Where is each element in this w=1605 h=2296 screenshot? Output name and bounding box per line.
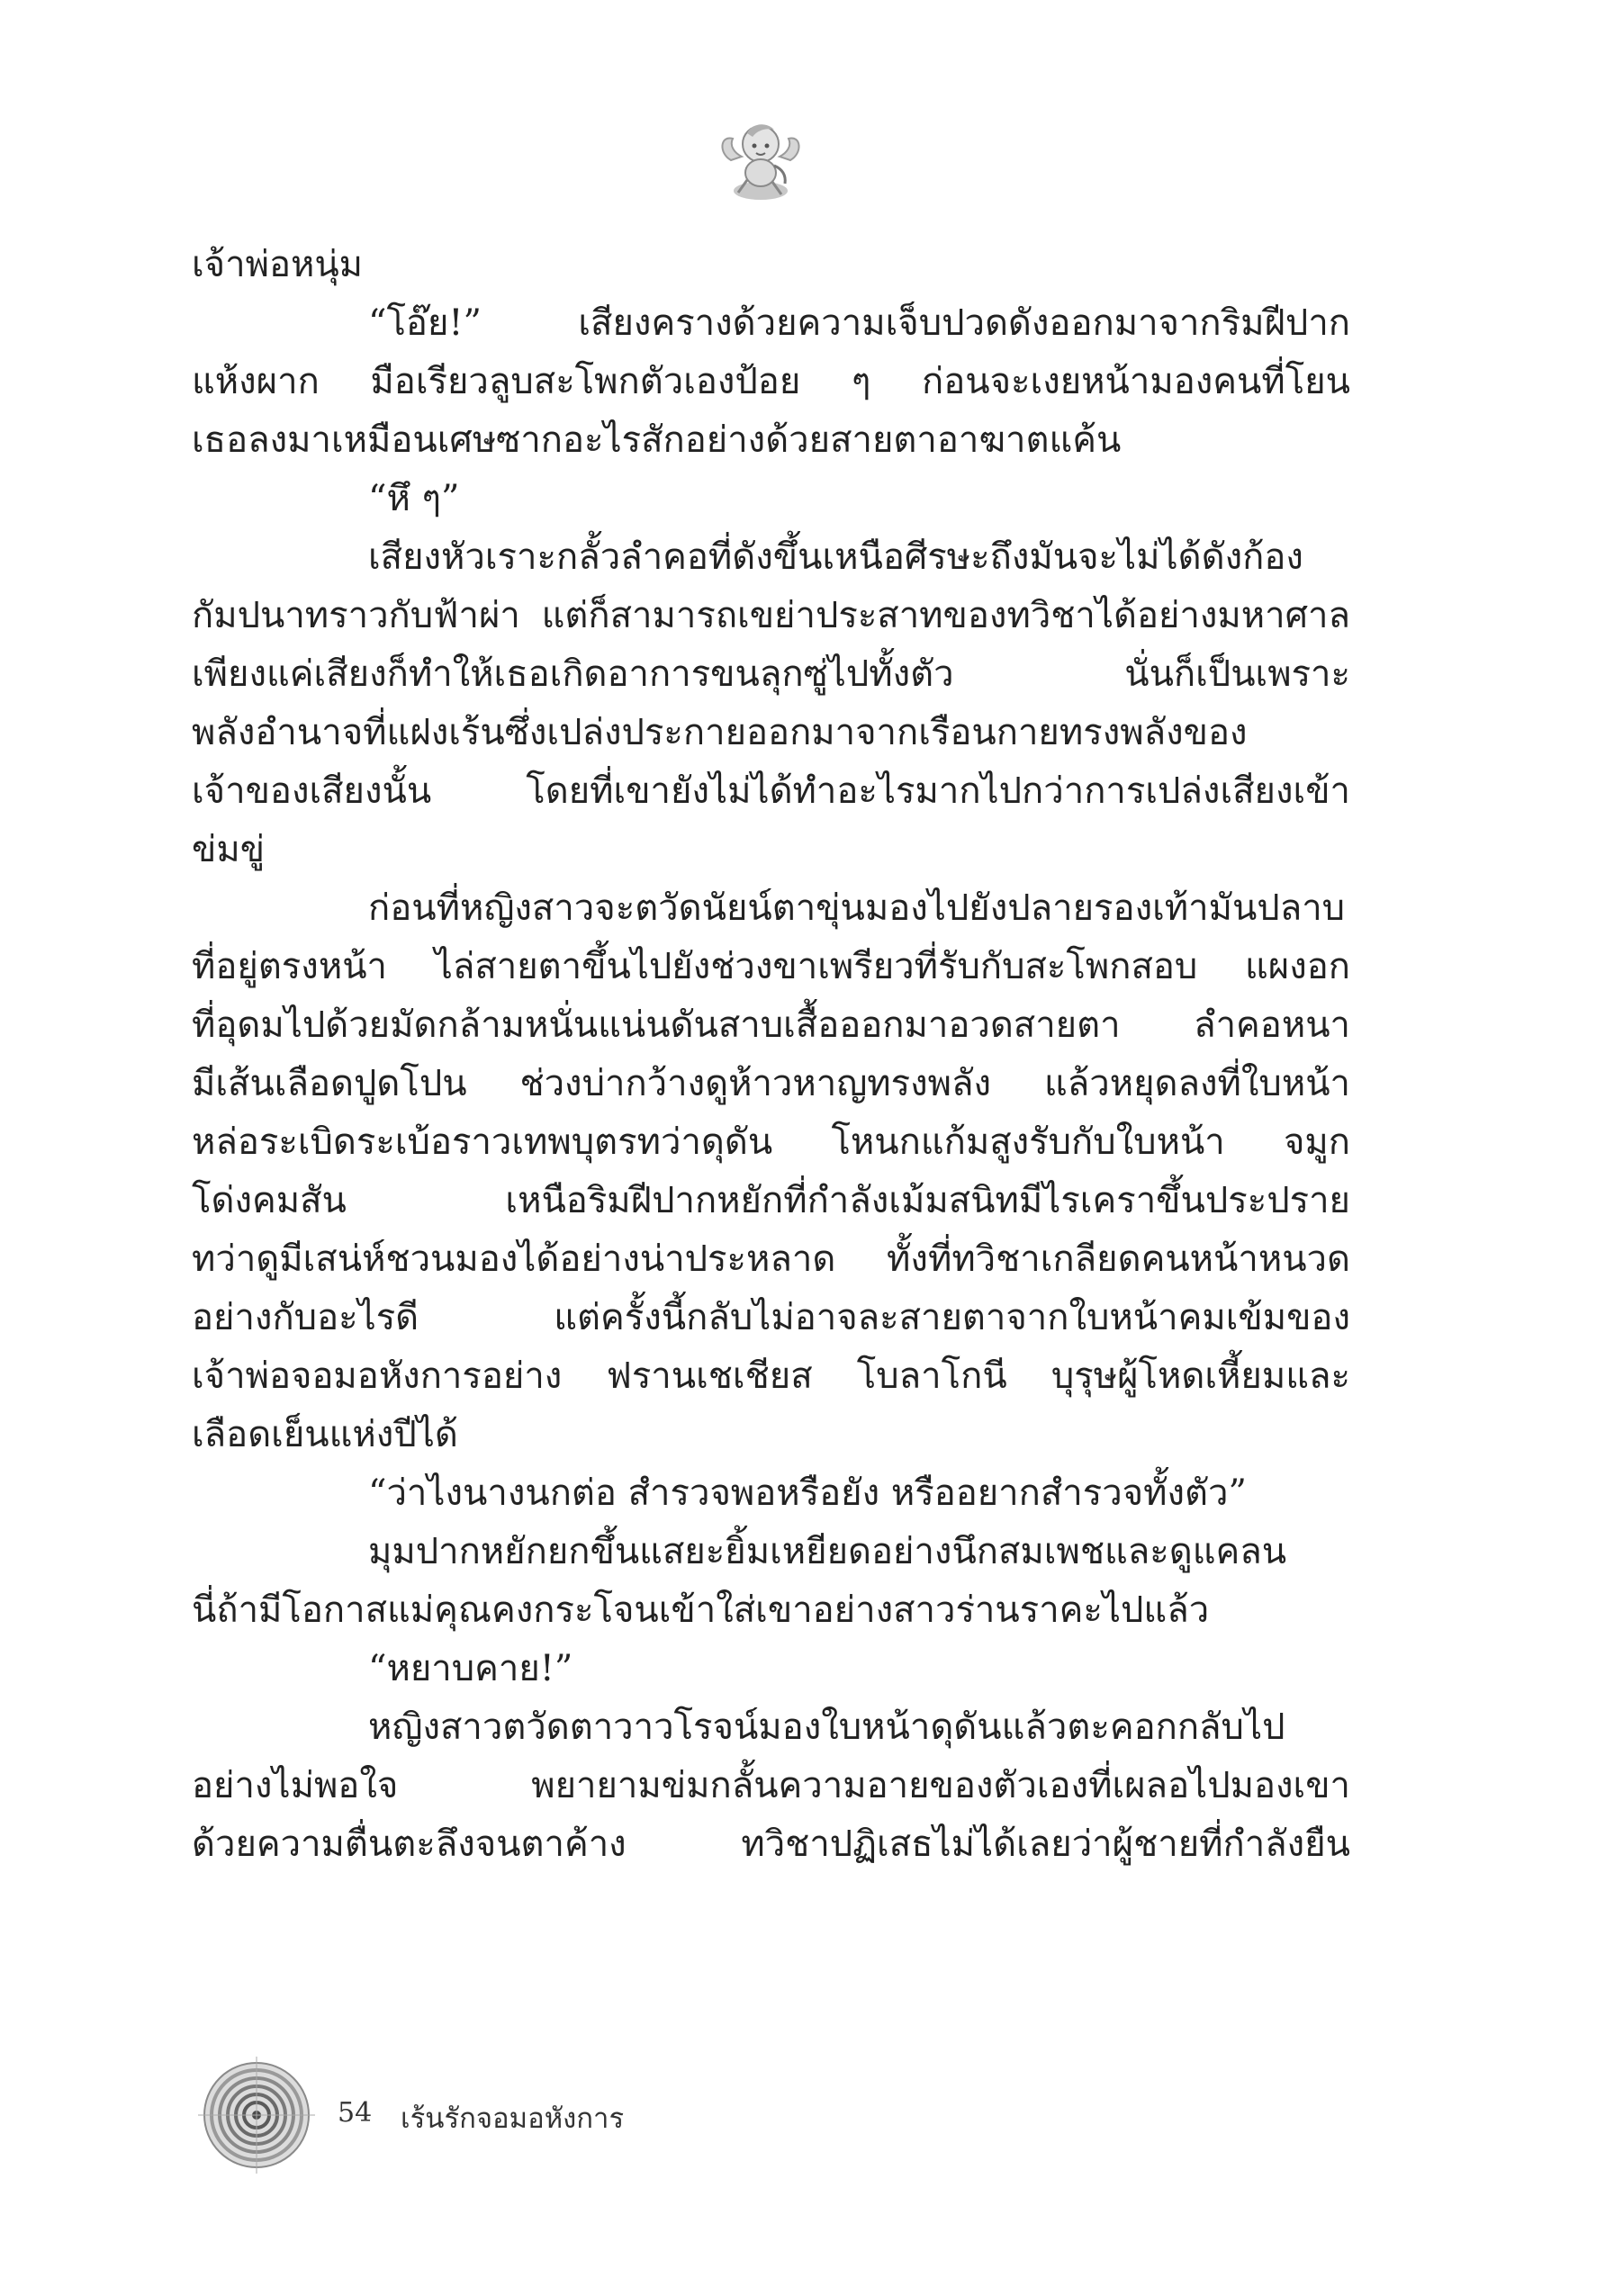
text-line: เพียงแค่เสียงก็ทำให้เธอเกิดอาการขนลุกซู่ไปทั้งตัว นั่นก็เป็นเพราะ: [192, 653, 1350, 695]
text-line: ก่อนที่หญิงสาวจะตวัดนัยน์ตาขุ่นมองไปยังปลายรองเท้ามันปลาบ: [368, 887, 1346, 929]
text-line: ที่อุดมไปด้วยมัดกล้ามหนั่นแน่นดันสาบเสื้อออกมาอวดสายตา ลำคอหนา: [192, 1004, 1350, 1046]
text-line: “ว่าไงนางนกต่อ สำรวจพอหรือยัง หรืออยากสำรวจทั้งตัว”: [368, 1472, 1247, 1514]
text-line: พลังอำนาจที่แฝงเร้นซึ่งเปล่งประกายออกมาจากเรือนกายทรงพลังของ: [192, 712, 1248, 753]
page-number: 54: [338, 2097, 373, 2129]
text-line: “โอ๊ย!” เสียงครางด้วยความเจ็บปวดดังออกมาจากริมฝีปาก: [368, 302, 1350, 344]
target-icon: [198, 2057, 315, 2174]
text-line: แห้งผาก มือเรียวลูบสะโพกตัวเองป้อย ๆ ก่อนจะเงยหน้ามองคนที่โยน: [192, 361, 1350, 402]
text-line: เจ้าพ่อจอมอหังการอย่าง ฟรานเชเชียส โบลาโกนี บุรุษผู้โหดเหี้ยมและ: [192, 1355, 1350, 1397]
text-line: หล่อระเบิดระเบ้อราวเทพบุตรทว่าดุดัน โหนกแก้มสูงรับกับใบหน้า จมูก: [192, 1121, 1350, 1163]
text-line: โด่งคมสัน เหนือริมฝีปากหยักที่กำลังเม้มสนิทมีไรเคราขึ้นประปราย: [192, 1180, 1350, 1221]
text-line: หญิงสาวตวัดตาวาวโรจน์มองใบหน้าดุดันแล้วตะคอกกลับไป: [368, 1706, 1285, 1748]
text-line: อย่างกับอะไรดี แต่ครั้งนี้กลับไม่อาจละสายตาจากใบหน้าคมเข้มของ: [192, 1297, 1350, 1338]
text-line: เธอลงมาเหมือนเศษซากอะไรสักอย่างด้วยสายตาอาฆาตแค้น: [192, 419, 1122, 461]
cherub-icon: [711, 108, 810, 207]
text-line: กัมปนาทราวกับฟ้าผ่า แต่ก็สามารถเขย่าประสาทของทวิชาได้อย่างมหาศาล: [192, 595, 1350, 636]
text-line: ทว่าดูมีเสน่ห์ชวนมองได้อย่างน่าประหลาด ทั้งที่ทวิชาเกลียดคนหน้าหนวด: [192, 1238, 1350, 1280]
text-line: นี่ถ้ามีโอกาสแม่คุณคงกระโจนเข้าใส่เขาอย่างสาวร่านราคะไปแล้ว: [192, 1589, 1210, 1631]
text-line: อย่างไม่พอใจ พยายามข่มกลั้นความอายของตัวเองที่เผลอไปมองเขา: [192, 1765, 1350, 1806]
text-line: มีเส้นเลือดปูดโปน ช่วงบ่ากว้างดูห้าวหาญทรงพลัง แล้วหยุดลงที่ใบหน้า: [192, 1063, 1350, 1104]
text-line: “หยาบคาย!”: [368, 1648, 573, 1689]
text-line: ด้วยความตื่นตะลึงจนตาค้าง ทวิชาปฏิเสธไม่ได้เลยว่าผู้ชายที่กำลังยืน: [192, 1823, 1350, 1865]
book-title: เร้นรักจอมอหังการ: [401, 2102, 625, 2135]
text-line: เสียงหัวเราะกลั้วลำคอที่ดังขึ้นเหนือศีรษะถึงมันจะไม่ได้ดังก้อง: [368, 536, 1303, 578]
body-text: [192, 236, 1350, 1874]
text-line: ข่มขู่: [192, 829, 266, 870]
text-line: เจ้าพ่อหนุ่ม: [192, 244, 364, 285]
page-footer: [198, 2057, 1008, 2174]
text-line: มุมปากหยักยกขึ้นแสยะยิ้มเหยียดอย่างนึกสมเพชและดูแคลน: [368, 1531, 1287, 1572]
text-line: เจ้าของเสียงนั้น โดยที่เขายังไม่ได้ทำอะไรมากไปกว่าการเปล่งเสียงเข้า: [192, 770, 1350, 812]
text-line: “หึ ๆ”: [368, 478, 460, 519]
text-line: ที่อยู่ตรงหน้า ไล่สายตาขึ้นไปยังช่วงขาเพรียวที่รับกับสะโพกสอบ แผงอก: [192, 946, 1350, 987]
text-line: เลือดเย็นแห่งปีได้: [192, 1414, 458, 1455]
